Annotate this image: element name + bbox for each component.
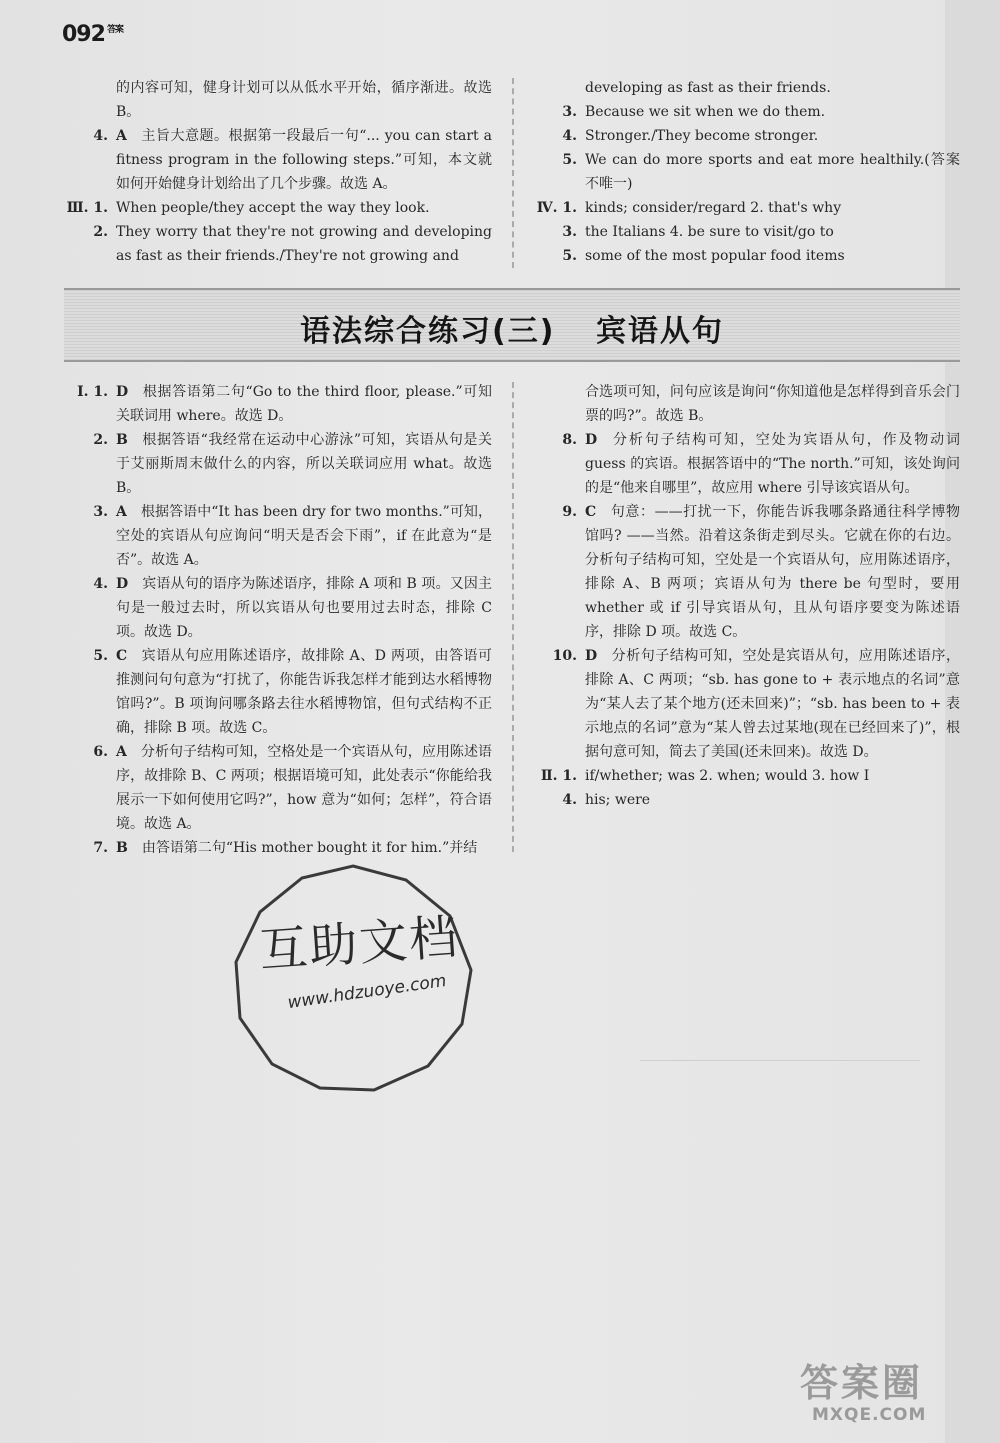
item-number: 7.: [93, 840, 108, 856]
answer-item: [62, 196, 492, 220]
explanation-text: 宾语从句应用陈述语序，故排除 A、D 两项，由答语可推测问句句意为“打扰了，你能告诉我怎样才能到达水稻博物馆吗?”。B 项询问哪条路去往水稻博物馆，但句式结构不正确，排除 B 项。故选 C。: [116, 648, 492, 736]
item-number: 6.: [93, 744, 108, 760]
answer-item: [535, 148, 960, 196]
item-number: Ⅲ. 1.: [66, 200, 108, 216]
answer-item: [62, 428, 492, 500]
answer-choice: B: [116, 840, 128, 856]
explanation-text: 的内容可知，健身计划可以从低水平开始，循序渐进。故选 B。: [116, 80, 492, 120]
main-left-column: [62, 380, 492, 860]
answer-item: [535, 500, 960, 644]
item-number: 3.: [562, 224, 577, 240]
item-number: 5.: [562, 152, 577, 168]
answer-item: [535, 380, 960, 428]
answer-item: [62, 572, 492, 644]
item-text: [585, 76, 960, 100]
explanation-text: 根据答语第二句“Go to the third floor, please.”可知关联词用 where。故选 D。: [116, 384, 492, 424]
explanation-text: the Italians 4. be sure to visit/go to: [585, 224, 834, 240]
item-text: [585, 644, 960, 764]
explanation-text: developing as fast as their friends.: [585, 80, 831, 96]
item-text: [585, 788, 960, 812]
explanation-text: 由答语第二句“His mother bought it for him.”并结: [141, 840, 478, 856]
item-text: [585, 380, 960, 428]
answer-item: [535, 764, 960, 788]
item-number: 4.: [93, 576, 108, 592]
item-text: [585, 428, 960, 500]
item-text: [116, 428, 492, 500]
answer-choice: A: [116, 128, 127, 144]
answer-choice: B: [116, 432, 128, 448]
item-text: [116, 196, 492, 220]
stamp-title: 互助文档: [257, 909, 462, 979]
explanation-text: 分析句子结构可知，空处为宾语从句，作及物动词 guess 的宾语。根据答语中的“The north.”可知，该处询问的是“他来自哪里”，故应用 where 引导该宾语从句。: [585, 432, 960, 496]
page-number: [62, 22, 123, 47]
answer-choice: C: [116, 648, 128, 664]
top-right-column: [535, 76, 960, 268]
explanation-text: 宾语从句的语序为陈述语序，排除 A 项和 B 项。又因主句是一般过去时，所以宾语从句也要用过去时态，排除 C 项。故选 D。: [116, 576, 492, 640]
item-number: 4.: [562, 792, 577, 808]
item-number: [62, 76, 116, 124]
watermark-logo: 答案圈: [800, 1361, 924, 1405]
item-text: [116, 740, 492, 836]
page-number-suffix: 答案: [106, 25, 123, 35]
item-text: [116, 124, 492, 196]
item-text: [116, 644, 492, 740]
item-number: 3.: [562, 104, 577, 120]
answer-item: [62, 740, 492, 836]
explanation-text: some of the most popular food items: [585, 248, 845, 264]
item-number: 4.: [93, 128, 108, 144]
item-text: [585, 148, 960, 196]
item-text: [585, 196, 960, 220]
answer-item: [535, 788, 960, 812]
item-text: [585, 500, 960, 644]
section-banner: [64, 288, 960, 362]
item-text: [116, 836, 492, 860]
answer-item: [535, 76, 960, 100]
explanation-text: kinds; consider/regard 2. that's why: [585, 200, 842, 216]
item-text: [116, 572, 492, 644]
item-text: [116, 380, 492, 428]
item-number: Ⅱ. 1.: [540, 768, 577, 784]
item-number: 5.: [562, 248, 577, 264]
answer-item: [535, 196, 960, 220]
answer-choice: A: [116, 744, 127, 760]
answer-item: [535, 428, 960, 500]
item-text: [116, 220, 492, 268]
item-number: Ⅳ. 1.: [536, 200, 577, 216]
explanation-text: They worry that they're not growing and developing as fast as their friends./They're not growing and: [116, 224, 492, 264]
watermark-url: MXQE.COM: [812, 1405, 927, 1425]
item-text: [585, 244, 960, 268]
column-divider-main: [512, 382, 514, 852]
answer-item: [535, 220, 960, 244]
item-number: [535, 76, 585, 100]
column-divider-top: [512, 78, 514, 268]
item-text: [585, 124, 960, 148]
item-number: [535, 380, 585, 428]
explanation-text: 根据答语中“It has been dry for two months.”可知，空处的宾语从句应询问“明天是否会下雨”，if 在此意为“是否”。故选 A。: [116, 504, 492, 568]
item-number: 10.: [552, 648, 577, 664]
page-number-value: 092: [62, 22, 105, 47]
explanation-text: We can do more sports and eat more healthily.(答案不唯一): [585, 152, 960, 192]
explanation-text: When people/they accept the way they look.: [116, 200, 430, 216]
explanation-text: Stronger./They become stronger.: [585, 128, 819, 144]
answer-choice: A: [116, 504, 127, 520]
top-left-column: [62, 76, 492, 268]
answer-item: [535, 124, 960, 148]
section-title-topic: 宾语从句: [595, 314, 724, 349]
item-text: [116, 76, 492, 124]
item-text: [116, 500, 492, 572]
item-number: Ⅰ. 1.: [77, 384, 108, 400]
stamp-url: www.hdzuoye.com: [286, 970, 448, 1014]
answer-choice: D: [116, 576, 129, 592]
item-text: [585, 100, 960, 124]
section-title: [64, 306, 960, 350]
item-number: 2.: [93, 432, 108, 448]
answer-choice: C: [585, 504, 597, 520]
answer-choice: D: [585, 432, 598, 448]
answer-item: [62, 836, 492, 860]
answer-item: [62, 380, 492, 428]
item-number: 3.: [93, 504, 108, 520]
answer-item: [535, 244, 960, 268]
explanation-text: his; were: [585, 792, 651, 808]
explanation-text: 分析句子结构可知，空格处是一个宾语从句，应用陈述语序，故排除 B、C 两项；根据语境可知，此处表示“你能给我展示一下如何使用它吗?”，how 意为“如何；怎样”，符合语境。故选 A。: [116, 744, 492, 832]
answer-item: [62, 500, 492, 572]
item-number: 8.: [562, 432, 577, 448]
explanation-text: 合选项可知，问句应该是询问“你知道他是怎样得到音乐会门票的吗?”。故选 B。: [585, 384, 960, 424]
answer-choice: D: [585, 648, 598, 664]
item-number: 2.: [93, 224, 108, 240]
bleed-through-text: [640, 1060, 920, 1261]
item-text: [585, 764, 960, 788]
answer-item: [535, 644, 960, 764]
item-number: 5.: [93, 648, 108, 664]
answer-choice: D: [116, 384, 129, 400]
item-text: [585, 220, 960, 244]
item-number: 9.: [562, 504, 577, 520]
explanation-text: 主旨大意题。根据第一段最后一句“... you can start a fitness program in the following steps.”可知，本文就如何开始健身计划给出了几个步骤。故选 A。: [116, 128, 492, 192]
explanation-text: Because we sit when we do them.: [585, 104, 826, 120]
main-right-column: [535, 380, 960, 812]
answer-item: [62, 76, 492, 124]
section-title-main: 语法综合练习(三): [300, 314, 556, 349]
explanation-text: 根据答语“我经常在运动中心游泳”可知，宾语从句是关于艾丽斯周末做什么的内容，所以关联词应用 what。故选 B。: [116, 432, 492, 496]
explanation-text: 句意：——打扰一下，你能告诉我哪条路通往科学博物馆吗? ——当然。沿着这条街走到尽头。它就在你的右边。分析句子结构可知，空处是一个宾语从句，应用陈述语序，排除 A、B 两项；宾语从句为 there be 句型时，要用 whether 或 if 引导宾语从句，且从句语序要变为陈述语序，排除 D 项。故选 C。: [585, 504, 960, 640]
answer-item: [62, 124, 492, 196]
answer-item: [62, 644, 492, 740]
answer-item: [535, 100, 960, 124]
explanation-text: 分析句子结构可知，空处是宾语从句，应用陈述语序，排除 A、C 两项；“sb. has gone to + 表示地点的名词”意为“某人去了某个地方(还未回来)”；“sb. has been to + 表示地点的名词”意为“某人曾去过某地(现在已经回来了)”，根据句意可知，简去了美国(还未回来)。故选 D。: [585, 648, 960, 760]
explanation-text: if/whether; was 2. when; would 3. how I: [585, 768, 870, 784]
item-number: 4.: [562, 128, 577, 144]
answer-item: [62, 220, 492, 268]
